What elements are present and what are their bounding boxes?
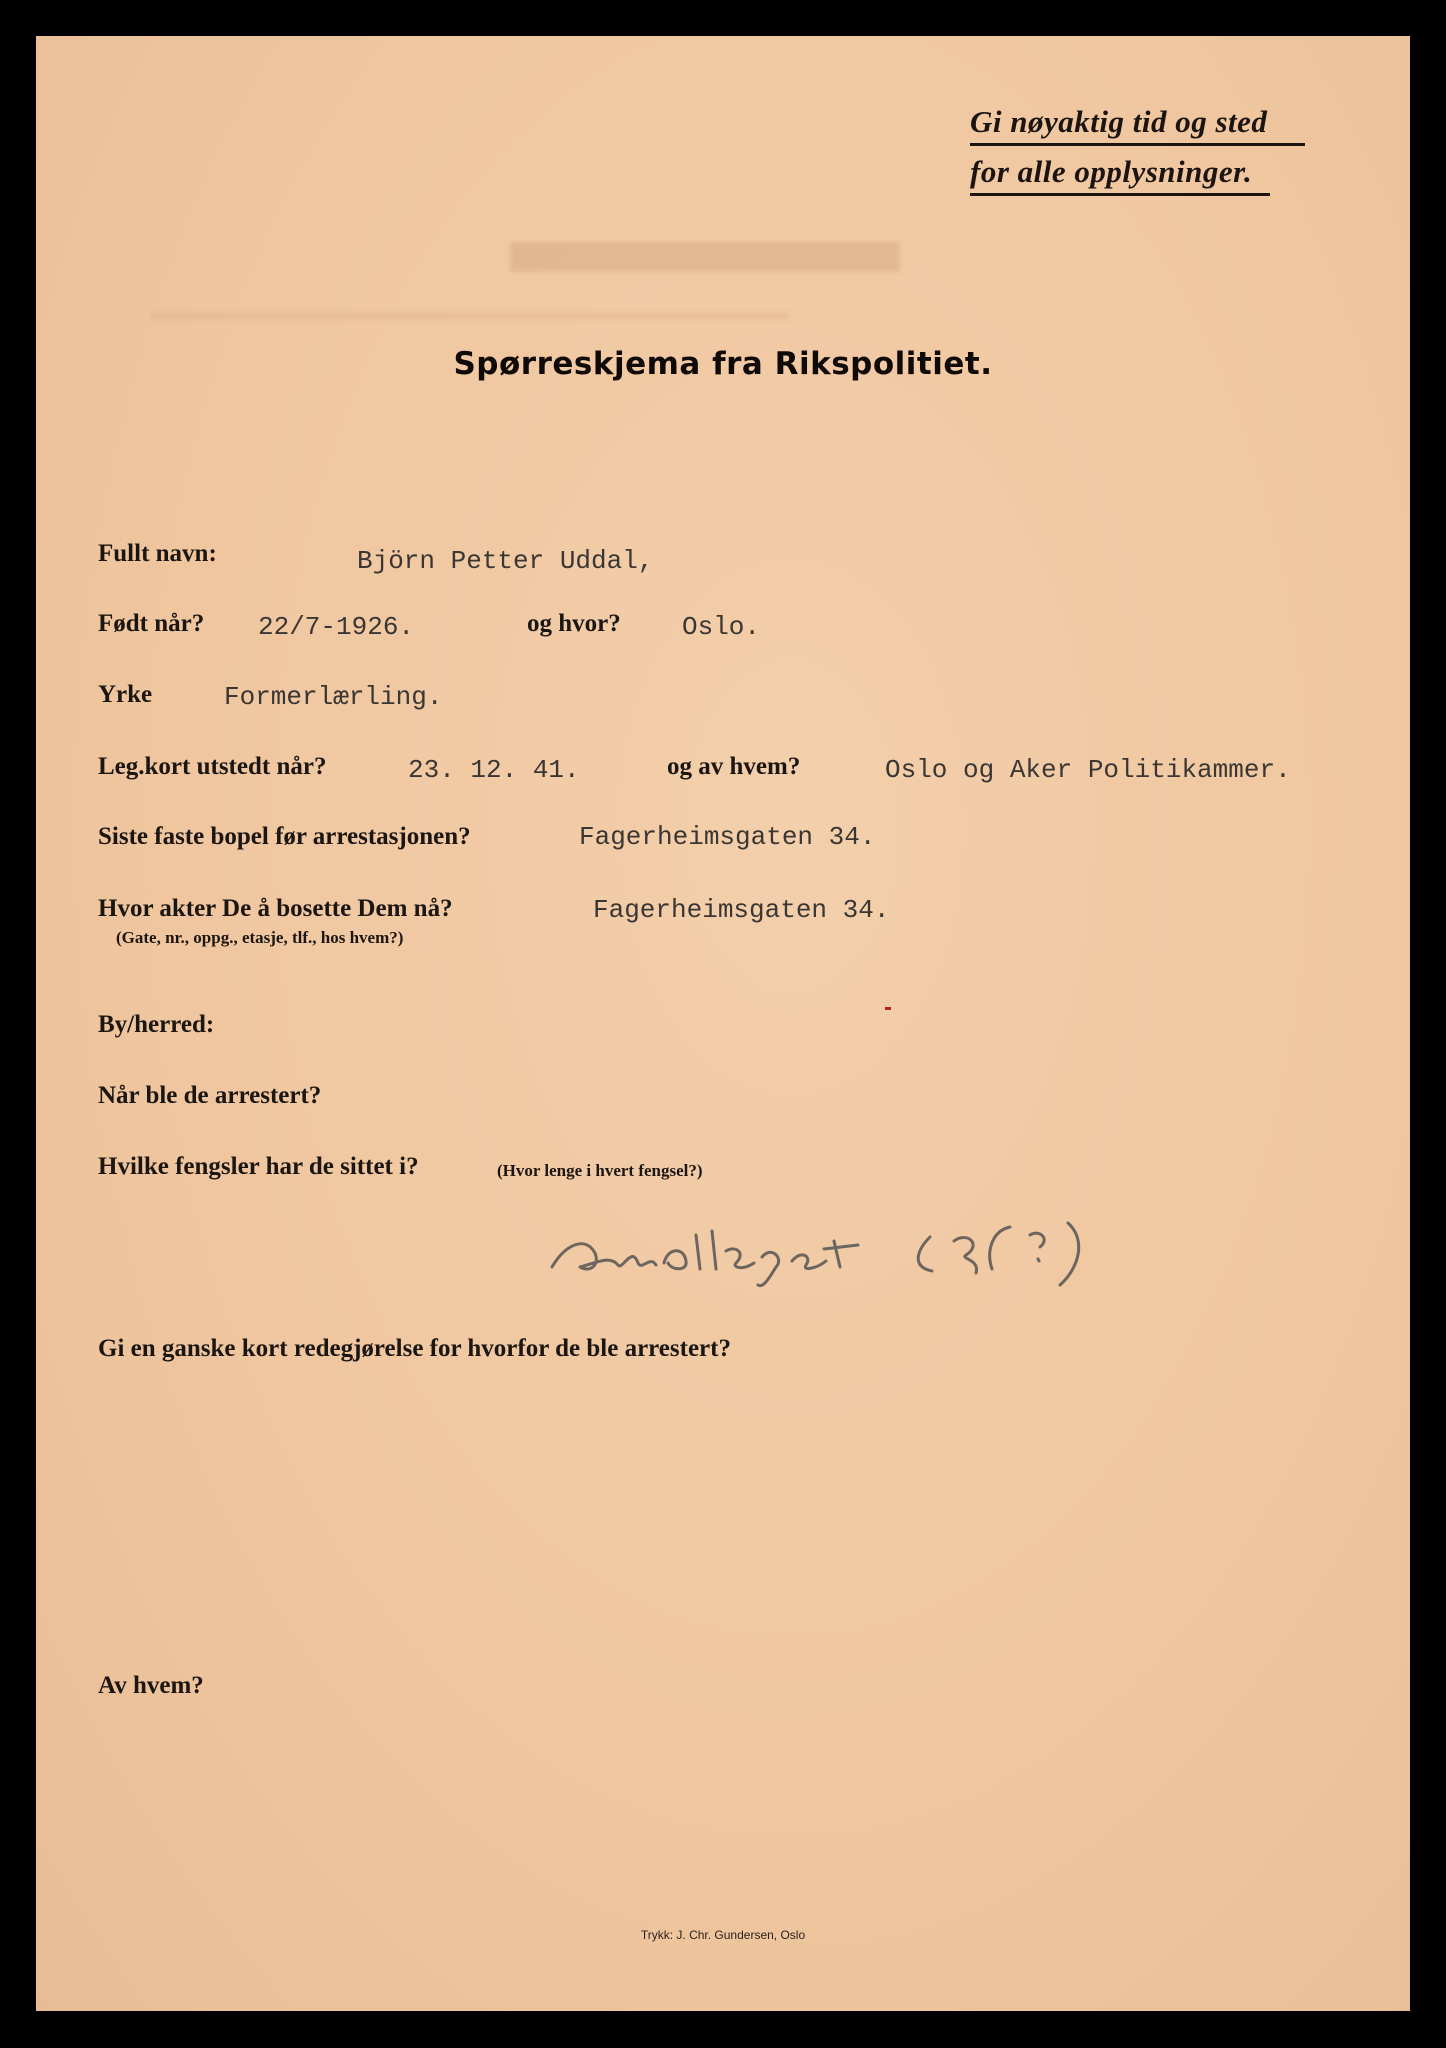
value-yrke: Formerlærling. (224, 682, 443, 712)
label-siste-bopel: Siste faste bopel før arrestasjonen? (98, 823, 471, 850)
hint-bosette: (Gate, nr., oppg., etasje, tlf., hos hvem?) (116, 928, 404, 947)
label-og-hvor: og hvor? (527, 610, 621, 637)
bleed-through-mark (510, 242, 900, 272)
instruction-underline-2 (970, 193, 1270, 196)
value-legkort-nar: 23. 12. 41. (408, 755, 580, 785)
value-siste-bopel: Fagerheimsgaten 34. (579, 822, 876, 852)
value-og-av-hvem: Oslo og Aker Politikammer. (885, 755, 1291, 785)
form-title: Spørreskjema fra Rikspolitiet. (453, 346, 993, 382)
label-by-herred: By/herred: (98, 1011, 215, 1038)
bleed-through-mark (150, 312, 790, 320)
label-fengsler: Hvilke fengsler har de sittet i? (98, 1153, 419, 1180)
instruction-underline-1 (970, 143, 1305, 146)
label-fullt-navn: Fullt navn: (98, 540, 217, 567)
label-arrestert-nar: Når ble de arrestert? (98, 1082, 322, 1109)
value-fodt-nar: 22/7-1926. (258, 612, 415, 642)
handwritten-note (540, 1205, 1220, 1295)
value-og-hvor: Oslo. (682, 612, 761, 642)
instruction-line-2: for alle opplysninger. (970, 154, 1253, 189)
label-legkort-nar: Leg.kort utstedt når? (98, 753, 327, 780)
printer-imprint: Trykk: J. Chr. Gundersen, Oslo (640, 1928, 806, 1942)
label-bosette: Hvor akter De å bosette Dem nå? (98, 895, 453, 922)
red-ink-mark (885, 1007, 891, 1010)
instruction-line-1: Gi nøyaktig tid og sted (970, 104, 1268, 139)
label-redegjorelse: Gi en ganske kort redegjørelse for hvorfor de ble arrestert? (98, 1335, 731, 1362)
label-yrke: Yrke (98, 681, 153, 708)
hint-fengsler: (Hvor lenge i hvert fengsel?) (497, 1161, 703, 1180)
label-av-hvem: Av hvem? (98, 1672, 204, 1699)
value-bosette: Fagerheimsgaten 34. (593, 895, 890, 925)
value-fullt-navn: Björn Petter Uddal, (357, 546, 654, 576)
form-paper (36, 36, 1410, 2011)
label-fodt-nar: Født når? (98, 610, 205, 637)
label-og-av-hvem: og av hvem? (667, 753, 801, 780)
